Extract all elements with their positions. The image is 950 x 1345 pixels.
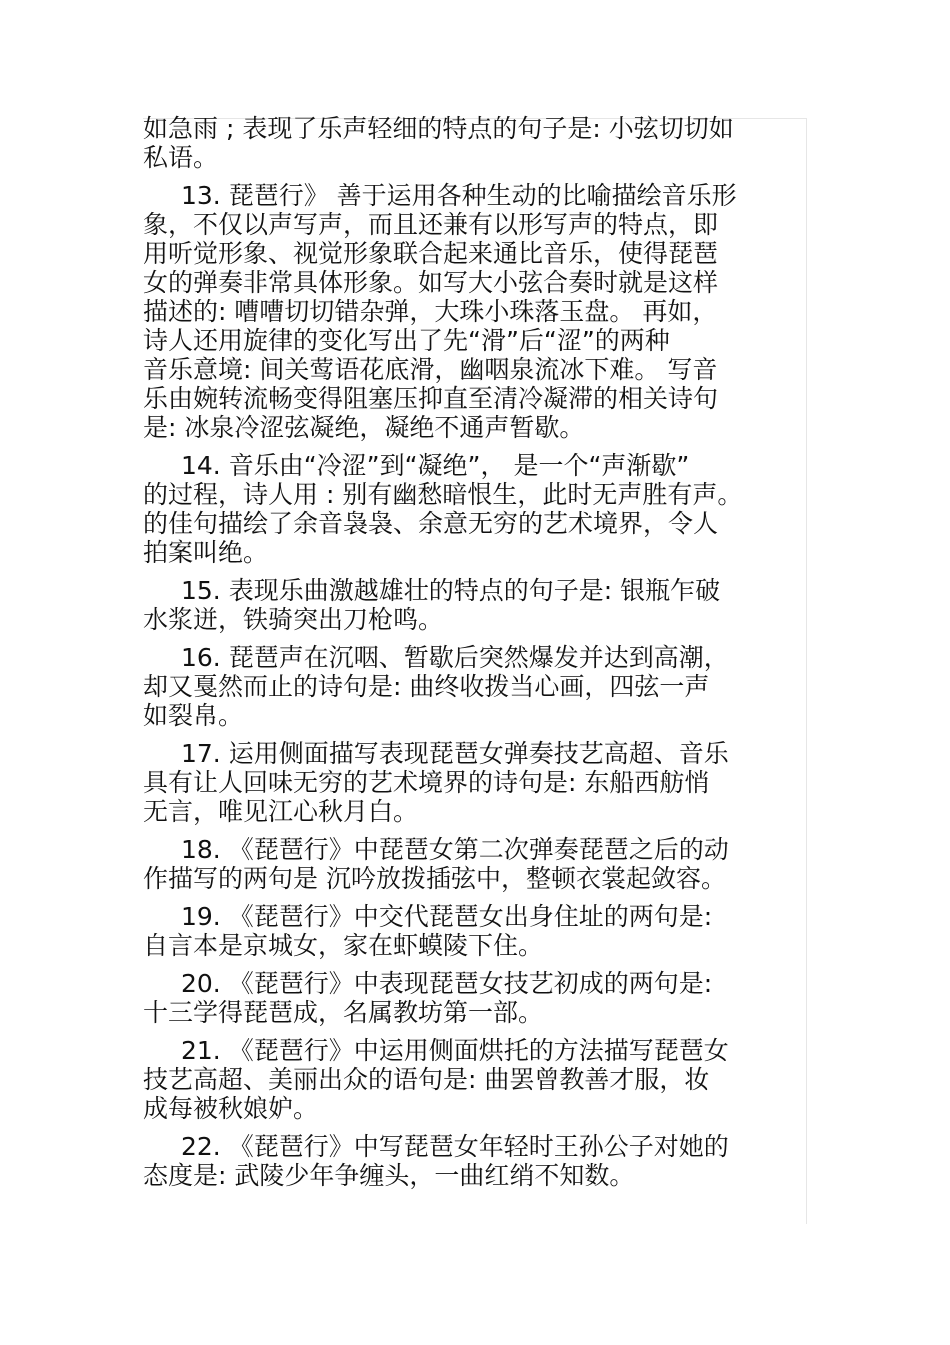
text-line: 15. 表现乐曲激越雄壮的特点的句子是: 银瓶乍破 <box>181 576 721 605</box>
text-line: 诗人还用旋律的变化写出了先“滑”后“涩”的两种 <box>143 326 670 355</box>
text-line: 拍案叫绝。 <box>143 538 269 567</box>
text-line: 16. 琵琶声在沉咽、暂歇后突然爆发并达到高潮， <box>181 643 729 672</box>
text-line: 音乐意境: 间关莺语花底滑，幽咽泉流冰下难。 写音 <box>143 355 718 384</box>
text-line: 女的弹奏非常具体形象。如写大小弦合奏时就是这样 <box>143 268 719 297</box>
text-line: 具有让人回味无穷的艺术境界的诗句是: 东船西舫悄 <box>143 768 710 797</box>
paragraph-20 <box>143 969 813 1027</box>
text-line: 自言本是京城女，家在虾蟆陵下住。 <box>143 931 544 960</box>
paragraph-17 <box>143 739 813 826</box>
document-body <box>143 114 813 1199</box>
text-line: 十三学得琵琶成，名属教坊第一部。 <box>143 998 544 1027</box>
paragraph-22 <box>143 1132 813 1190</box>
text-line: 作描写的两句是 沉吟放拨插弦中，整顿衣裳起敛容。 <box>143 864 726 893</box>
text-line: 态度是: 武陵少年争缠头，一曲红绡不知数。 <box>143 1161 635 1190</box>
text-line: 20. 《琵琶行》中表现琵琶女技艺初成的两句是: <box>181 969 713 998</box>
text-line: 水浆迸，铁骑突出刀枪鸣。 <box>143 605 444 634</box>
text-line: 21. 《琵琶行》中运用侧面烘托的方法描写琵琶女 <box>181 1036 729 1065</box>
text-line: 技艺高超、美丽出众的语句是: 曲罢曾教善才服，妆 <box>143 1065 710 1094</box>
text-line: 却又戛然而止的诗句是: 曲终收拨当心画，四弦一声 <box>143 672 710 701</box>
paragraph-21 <box>143 1036 813 1123</box>
paragraph-18 <box>143 835 813 893</box>
text-line: 22. 《琵琶行》中写琵琶女年轻时王孙公子对她的 <box>181 1132 729 1161</box>
text-line: 私语。 <box>143 143 219 172</box>
paragraph-15 <box>143 576 813 634</box>
text-line: 18. 《琵琶行》中琵琶女第二次弹奏琵琶之后的动 <box>181 835 729 864</box>
paragraph-14 <box>143 451 813 567</box>
text-line: 14. 音乐由“冷涩”到“凝绝”， 是一个“声渐歇” <box>181 451 690 480</box>
text-line: 无言，唯见江心秋月白。 <box>143 797 419 826</box>
text-line: 如急雨 ; 表现了乐声轻细的特点的句子是: 小弦切切如 <box>143 114 734 143</box>
paragraph-13 <box>143 181 813 442</box>
text-line: 17. 运用侧面描写表现琵琶女弹奏技艺高超、音乐 <box>181 739 729 768</box>
text-line: 用听觉形象、视觉形象联合起来通比音乐，使得琵琶 <box>143 239 719 268</box>
text-line: 的过程，诗人用 : 别有幽愁暗恨生，此时无声胜有声。 <box>143 480 743 509</box>
text-line: 是: 冰泉冷涩弦凝绝，凝绝不通声暂歇。 <box>143 413 585 442</box>
text-line: 的佳句描绘了余音袅袅、余意无穷的艺术境界，令人 <box>143 509 719 538</box>
text-line: 乐由婉转流畅变得阻塞压抑直至清冷凝滞的相关诗句 <box>143 384 719 413</box>
text-line: 象，不仅以声写声，而且还兼有以形写声的特点，即 <box>143 210 719 239</box>
text-line: 19. 《琵琶行》中交代琵琶女出身住址的两句是: <box>181 902 713 931</box>
text-line: 如裂帛。 <box>143 701 244 730</box>
text-line: 描述的: 嘈嘈切切错杂弹，大珠小珠落玉盘。 再如， <box>143 297 718 326</box>
text-line: 成每被秋娘妒。 <box>143 1094 319 1123</box>
paragraph-12-continuation <box>143 114 813 172</box>
text-line: 13. 琵琶行》 善于运用各种生动的比喻描绘音乐形 <box>181 181 737 210</box>
paragraph-16 <box>143 643 813 730</box>
paragraph-19 <box>143 902 813 960</box>
